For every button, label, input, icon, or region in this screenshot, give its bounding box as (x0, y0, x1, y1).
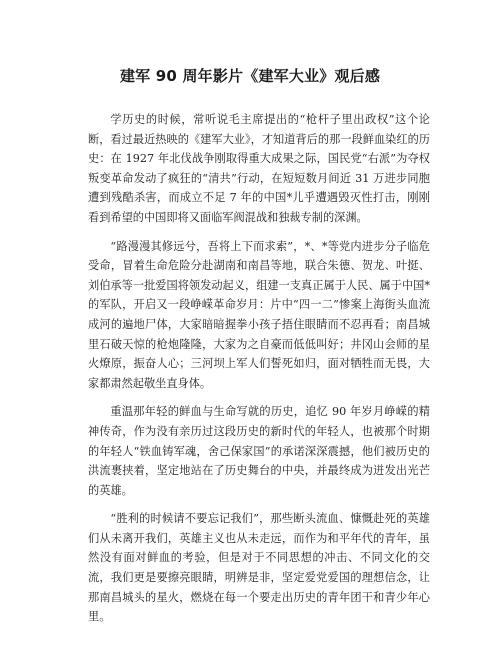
paragraph-4: “胜利的时候请不要忘记我们”，那些断头流血、慷慨赴死的英雄们从未离开我们，英雄主义也从未走远，而作为和平年代的青年，虽然没有面对鲜血的考验，但是对于不同思想的冲击、不同文化的交流，我们更是要擦亮眼睛，明辨是非，坚定爱党爱国的理想信念，让那南昌城头的星火，燃烧在每一个要走出历史的青年团干和青少年心里。 (88, 512, 430, 624)
document-title: 建军 90 周年影片《建军大业》观后感 (119, 67, 381, 85)
paragraph-3: 重温那年轻的鲜血与生命写就的历史，追忆 90 年岁月峥嵘的精神传奇，作为没有亲历过这段历史的新时代的年轻人，也被那个时期的年轻人“铁血铸军魂，舍己保家国”的承诺深深震撼，他们被历史的洪流裹挟着，坚定地站在了历史舞台的中央，并最终成为迸发出光芒的英雄。 (88, 405, 430, 497)
paragraph-1: 学历史的时候，常听说毛主席提出的“枪杆子里出政权”这个论断，看过最近热映的《建军大业》，才知道背后的那一段鲜血染红的历史：在 1927 年北伐战争刚取得重大成果之际，国民党“右派”为夺权叛变革命发动了疯狂的“清共”行动，在短短数月间近 31 万进步同胞遭到残酷杀害，而成立不足 7 年的中国*儿乎遭遇毁灭性打击，刚刚看到希望的中国即将又面临军阀混战和独裁专制的深渊。 (88, 113, 430, 224)
document-body (88, 110, 430, 636)
paragraph-2: “路漫漫其修远兮，吾将上下而求索”，*、*等党内进步分子临危受命，冒着生命危险分赴湖南和南昌等地，联合朱德、贺龙、叶挺、刘伯承等一批爱国将领发动起义，组建一支真正属于人民、属于中国*的军队，开启又一段峥嵘革命岁月：片中“四一二”惨案上海街头血流成河的遍地尸体，大家暗暗握拳小孩子捂住眼睛而不忍再看；南昌城里石破天惊的枪炮隆隆，大家为之自豪而低低叫好；井冈山会师的星火燎原，振奋人心；三河坝上军人们誓死如归，面对牺牲而无畏，大家都肃然起敬坐直身体。 (88, 239, 430, 390)
